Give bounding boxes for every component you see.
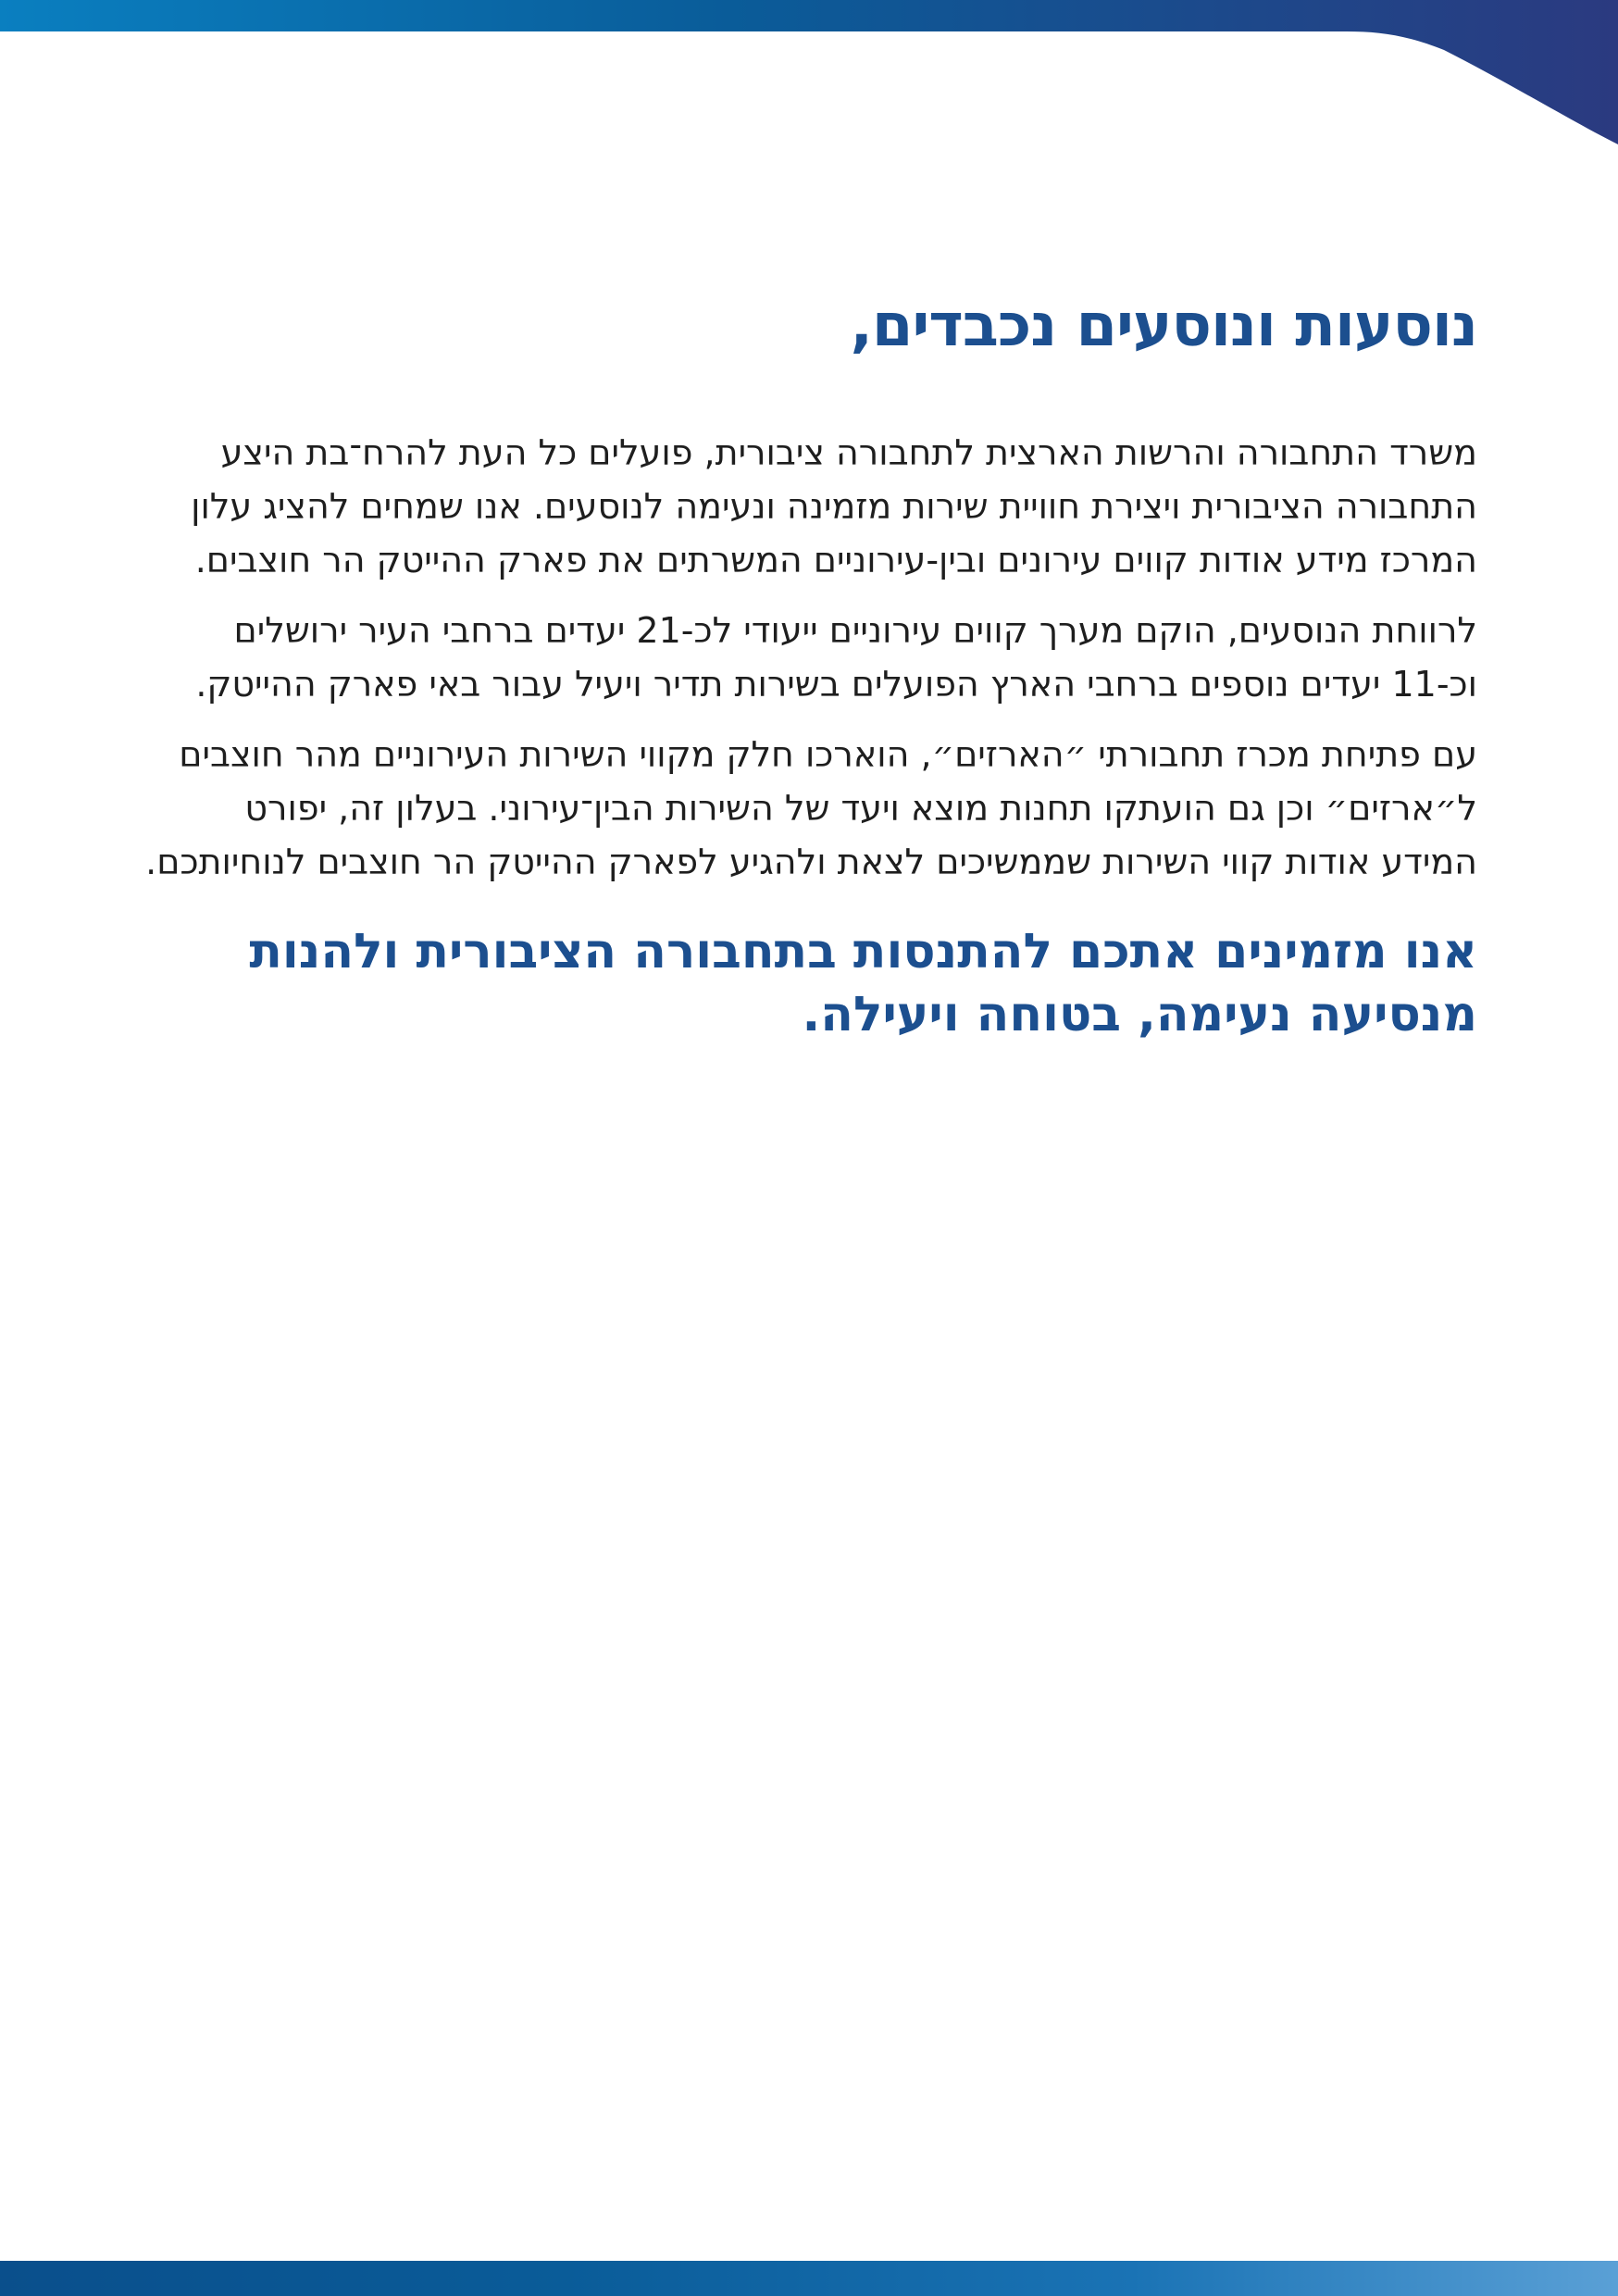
letter-greeting: נוסעות ונוסעים נכבדים, — [850, 292, 1477, 360]
paragraph-arazim-tender: עם פתיחת מכרז תחבורתי ״הארזים״, הוארכו חלק מקווי השירות העירוניים מהר חוצבים ל״ארזים״ וכן גם הועתקו תחנות מוצא ויעד של השירות הבין־עירוני. בעלון זה, יפורט המידע אודות קווי השירות שממשיכים לצאת ולהגיע לפארק ההייטק הר חוצבים לנוחיותכם. — [145, 734, 1477, 882]
bottom-decorative-band — [0, 2261, 1618, 2296]
top-decorative-band — [0, 0, 1618, 148]
closing-invitation: אנו מזמינים אתכם להתנסות בתחבורה הציבורית ולהנות מנסיעה נעימה, בטוחה ויעילה. — [249, 924, 1477, 1042]
letter-body — [144, 287, 1477, 1046]
paragraph-intro: משרד התחבורה והרשות הארצית לתחבורה ציבורית, פועלים כל העת להרח־בת היצע התחבורה הציבורית ויצירת חוויית שירות מזמינה ונעימה לנוסעים. אנו שמחים להציג עלון המרכז מידע אודות קווים עירונים ובין-עירוניים המשרתים את פארק ההייטק הר חוצבים. — [191, 432, 1477, 580]
paragraph-urban-lines: לרווחת הנוסעים, הוקם מערך קווים עירוניים ייעודי לכ-21 יעדים ברחבי העיר ירושלים וכ-11 יעדים נוספים ברחבי הארץ הפועלים בשירות תדיר ויעיל עבור באי פארק ההייטק. — [195, 610, 1477, 705]
